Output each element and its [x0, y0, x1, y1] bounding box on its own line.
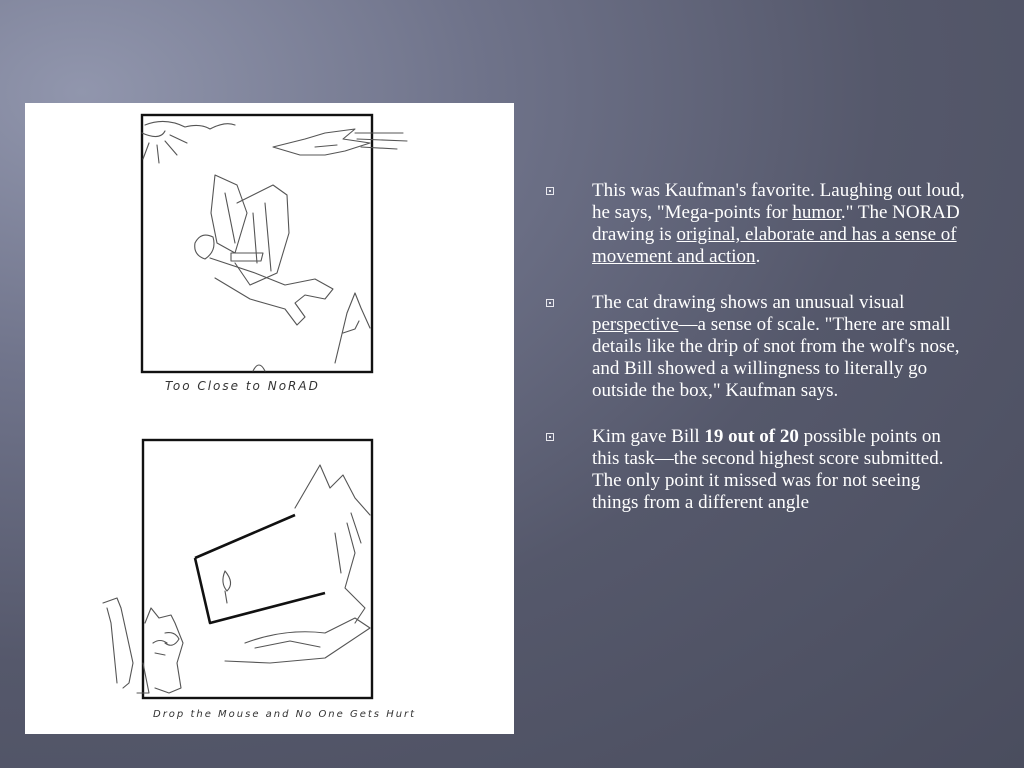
winged-figure-sketch [195, 175, 333, 325]
wolf-sketch [195, 465, 370, 663]
bottom-drawing-caption: Drop the Mouse and No One Gets Hurt [153, 709, 417, 720]
bullet-text: Kim gave Bill [592, 426, 705, 447]
small-arc-sketch [253, 365, 265, 371]
mountain-sketch [335, 293, 370, 363]
bullet-text: This was Kaufman's favorite. Laughing out loud, he says, "Mega-points for [592, 180, 965, 223]
bullet-item-2 [545, 292, 965, 402]
bullet-text: . [755, 246, 761, 267]
score-text: 19 out of 20 [704, 426, 799, 447]
square-bullet-icon [546, 299, 554, 307]
square-bullet-icon [546, 433, 554, 441]
bullet-text: —a sense of scale. "There are small details like the drip of snot from the wolf's nose, and Bill showed a willingness to literally go outside the box," Kaufman says. [592, 314, 960, 401]
bullet-item-3 [545, 426, 965, 514]
bullet-text: ." The NORAD drawing is [592, 202, 960, 245]
sketch-drawings [25, 103, 514, 734]
bullet-text: The cat drawing shows an unusual visual [592, 292, 905, 313]
perspective-link[interactable]: perspective [592, 314, 679, 335]
square-bullet-icon [546, 187, 554, 195]
jet-sketch [273, 129, 407, 155]
sun-sketch [142, 121, 235, 163]
bottom-panel-frame [143, 440, 372, 698]
drawing-image [25, 103, 514, 734]
top-panel-frame [142, 115, 372, 372]
bullet-list [545, 180, 965, 538]
top-drawing-caption: Too Close to NoRAD [165, 379, 320, 393]
humor-link[interactable]: humor [792, 202, 841, 223]
bullet-text: possible points on this task—the second highest score submitted. The only point it missed was for not seeing things from a different angle [592, 426, 944, 513]
bullet-item-1 [545, 180, 965, 268]
original-elaborate-link[interactable]: original, elaborate and has a sense of movement and action [592, 224, 957, 267]
